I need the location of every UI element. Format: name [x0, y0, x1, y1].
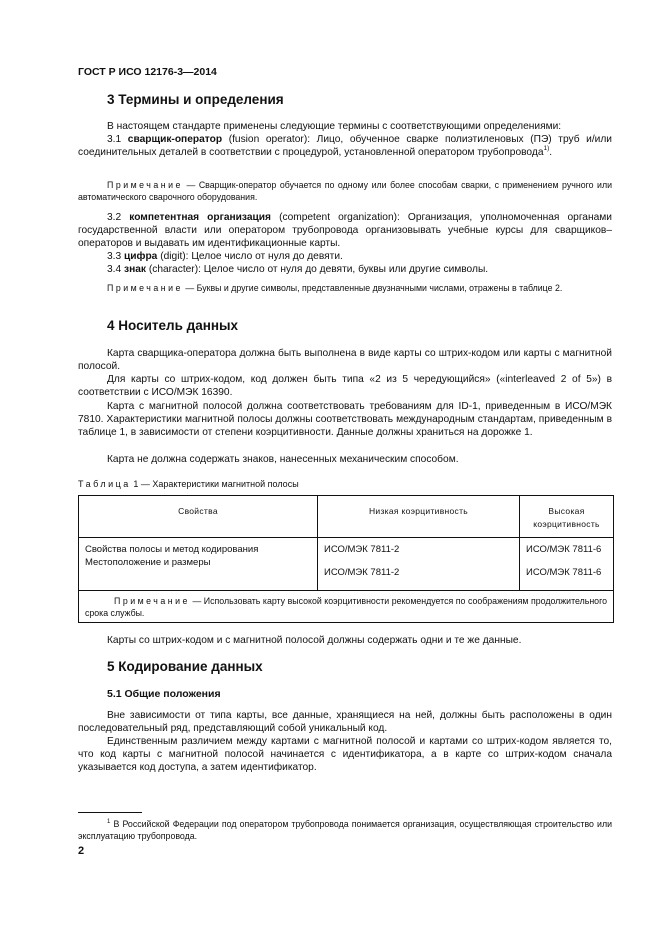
- table-caption-label: Таблица: [78, 479, 131, 489]
- note-3-4: [78, 283, 612, 295]
- table-note-text: — Использовать карту высокой коэрцитивности рекомендуется по соображениям продолжительного срока службы.: [85, 596, 607, 618]
- property-encoding: Свойства полосы и метод кодирования: [85, 544, 259, 555]
- column-header-properties: Свойства: [79, 496, 318, 538]
- term-number: 3.2: [107, 212, 122, 223]
- section-4-paragraph-5: Карты со штрих-кодом и с магнитной полосой должны содержать одни и те же данные.: [107, 635, 522, 646]
- table-header-row: [79, 496, 614, 538]
- column-header-high-coercivity: Высокая коэрцитивность: [520, 496, 614, 538]
- footnote-divider: [78, 812, 142, 813]
- table-caption: [78, 479, 299, 489]
- document-header: ГОСТ Р ИСО 12176-3—2014: [78, 66, 217, 78]
- high-coercivity-standard-1: ИСО/МЭК 7811-6: [526, 544, 602, 555]
- note-label: Примечание: [107, 180, 183, 190]
- term-definition: (fusion operator): Лицо, обученное сварке полиэтиленовых (ПЭ) труб и/или соединительных деталей в соответствии с процедурой, установленной оператором трубопровода: [78, 134, 612, 158]
- footnote-text: В Российской Федерации под оператором трубопровода понимается организация, осуществляющая строительство или эксплуатацию трубопровода.: [78, 819, 613, 841]
- page-number: 2: [78, 845, 85, 857]
- section-4-paragraph-3: Карта с магнитной полосой должна соответствовать требованиям для ID-1, приведенным в ИСО/МЭК 7810. Характеристики магнитной полосы должны соответствовать международным стандартам, приведенным в таблице 1, в зависимости от степени коэрцитивности. Данные должны храниться на дорожке 1.: [78, 401, 612, 438]
- section-5-heading: 5 Кодирование данных: [107, 659, 263, 674]
- note-text: — Сварщик-оператор обучается по одному или более способам сварки, с применением ручного или автоматического сварочного оборудования.: [78, 180, 613, 202]
- properties-cell: [79, 538, 318, 591]
- term-number: 3.4: [107, 264, 122, 275]
- term-title: знак: [124, 264, 146, 275]
- table-caption-text: 1 — Характеристики магнитной полосы: [133, 479, 299, 489]
- low-coercivity-standard-1: ИСО/МЭК 7811-2: [324, 544, 400, 555]
- term-title: компетентная организация: [129, 212, 271, 223]
- section-3-heading: 3 Термины и определения: [107, 92, 284, 107]
- term-3-4: [78, 263, 612, 276]
- subsection-5-1-heading: 5.1 Общие положения: [107, 688, 221, 700]
- term-definition: (competent organization): Организация, уполномоченная органами государственной власти или оператором трубопровода организовывать учебные курсы для сварщиков–операторов и выдавать им идентификационные карты.: [78, 212, 612, 249]
- note-text: — Буквы и другие символы, представленные двузначными числами, отражены в таблице 2.: [185, 283, 563, 293]
- section-5-paragraph-1: Вне зависимости от типа карты, все данные, хранящиеся на ней, должны быть расположены в один последовательный ряд, представляющий собой уникальный код.: [78, 710, 612, 734]
- footnote: [78, 818, 612, 842]
- term-3-2: [78, 211, 612, 250]
- term-number: 3.3: [107, 251, 122, 262]
- term-3-1: 3.1 сварщик-оператор (fusion operator): Лицо, обученное сварке полиэтиленовых (ПЭ) труб и/или соединительных деталей в соответствии с процедурой, установленной оператором трубопровода$^{1)}$.: [78, 134, 612, 158]
- low-coercivity-standard-2: ИСО/МЭК 7811-2: [324, 567, 400, 578]
- term-definition: (digit): Целое число от нуля до девяти.: [160, 251, 343, 262]
- section-3-intro: В настоящем стандарте применены следующие термины с соответствующими определениями:: [107, 121, 562, 132]
- term-title: цифра: [124, 251, 158, 262]
- table-row: [79, 538, 614, 591]
- section-4-paragraph-1: Карта сварщика-оператора должна быть выполнена в виде карты со штрих-кодом или карты с магнитной полосой.: [78, 348, 612, 372]
- table-note-row: [79, 591, 614, 623]
- section-4-heading: 4 Носитель данных: [107, 318, 239, 333]
- column-header-low-coercivity: Низкая коэрцитивность: [318, 496, 520, 538]
- table-note: [79, 591, 614, 623]
- section-4-paragraph-4: Карта не должна содержать знаков, нанесенных механическим способом.: [107, 454, 459, 465]
- term-3-3: [78, 250, 612, 263]
- note-3-1: [78, 180, 612, 203]
- term-number: 3.1: [107, 134, 122, 145]
- magnetic-stripe-table: [78, 495, 614, 623]
- table-note-label: Примечание: [114, 596, 190, 606]
- footnote-mark: 1: [107, 819, 111, 825]
- property-location: Местоположение и размеры: [85, 557, 211, 568]
- term-title: сварщик-оператор: [127, 134, 223, 145]
- term-definition: (character): Целое число от нуля до девяти, буквы или другие символы.: [148, 264, 489, 275]
- high-coercivity-standard-2: ИСО/МЭК 7811-6: [526, 567, 602, 578]
- footnote-reference: 1): [543, 145, 550, 152]
- section-5-paragraph-2: Единственным различием между картами с магнитной полосой и картами со штрих-кодом является то, что код карты с магнитной полосой начинается с идентификатора, а в карте со штрих-кодом сначала указывается код доступа, а затем идентификатор.: [78, 736, 612, 773]
- section-4-paragraph-2: Для карты со штрих-кодом, код должен быть типа «2 из 5 чередующийся» («interleaved 2 of 5») в соответствии с ИСО/МЭК 16390.: [78, 374, 612, 398]
- low-coercivity-cell: [318, 538, 520, 591]
- note-label: Примечание: [107, 283, 183, 293]
- high-coercivity-cell: [520, 538, 614, 591]
